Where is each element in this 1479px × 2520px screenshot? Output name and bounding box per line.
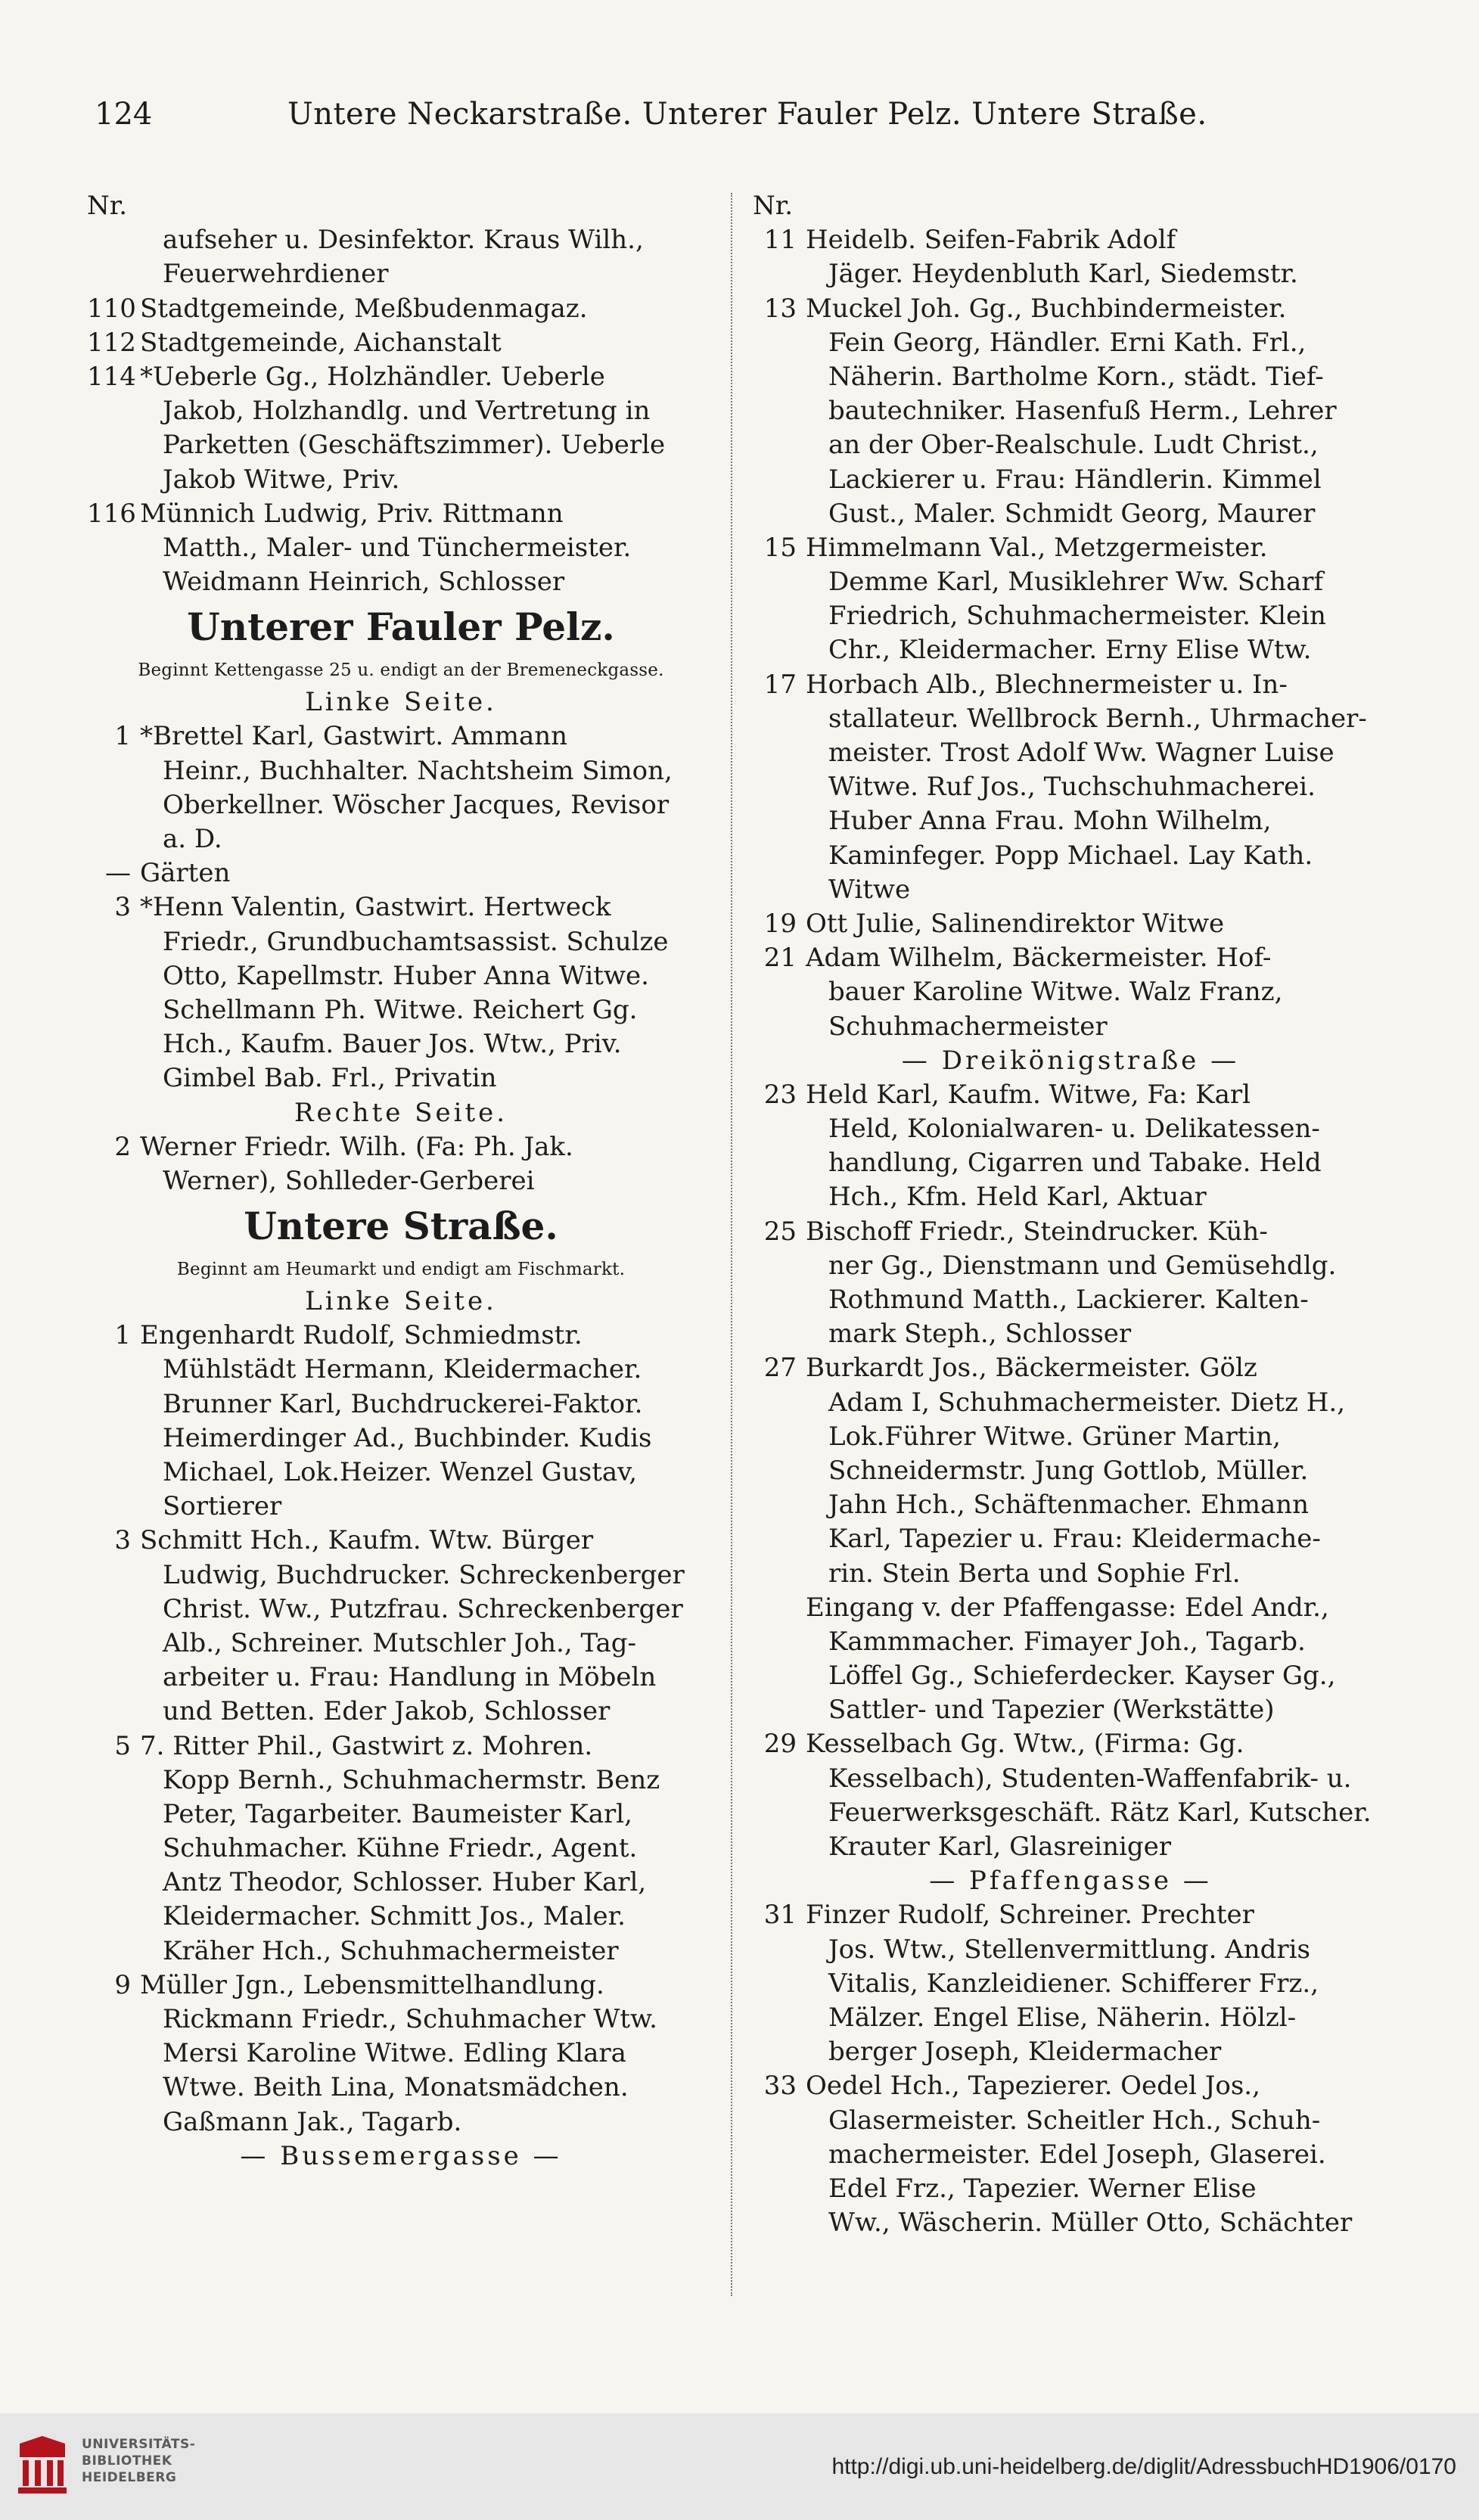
house-number: 31: [763, 1900, 797, 1931]
footer-bar: [0, 2413, 1479, 2520]
library-name: [82, 2436, 195, 2486]
entry-continuation-text: Wtwe. Beith Lina, Monatsmädchen.: [163, 2072, 629, 2103]
list-item-continuation: [753, 497, 1388, 531]
list-item-continuation: [753, 257, 1388, 291]
entry-continuation-text: Adam I, Schuhmachermeister. Dietz H.,: [828, 1387, 1346, 1418]
list-item: [753, 223, 1388, 257]
house-number: 27: [763, 1353, 797, 1384]
side-or-crossing-label: Linke Seite.: [305, 687, 497, 718]
list-item-continuation: [87, 1027, 715, 1061]
entry-continuation-text: Sortierer: [163, 1491, 282, 1522]
entry-continuation-text: Kleidermacher. Schmitt Jos., Maler.: [163, 1901, 626, 1932]
list-item-continuation: [753, 1522, 1388, 1556]
house-number: 29: [763, 1729, 797, 1760]
entry-text: Adam Wilhelm, Bäckermeister. Hof-: [806, 943, 1272, 974]
entry-continuation-text: Krauter Karl, Glasreiniger: [828, 1832, 1171, 1862]
list-item-continuation: [87, 1490, 715, 1524]
list-item-continuation: [753, 1010, 1388, 1044]
street-heading: Untere Straße.: [244, 1204, 558, 1249]
entry-continuation-text: Mersi Karoline Witwe. Edling Klara: [163, 2038, 626, 2069]
list-item-continuation: [87, 1661, 715, 1695]
entry-continuation-text: Otto, Kapellmstr. Huber Anna Witwe.: [163, 960, 649, 991]
right-column: [753, 189, 1388, 2240]
running-head: Untere Neckarstraße. Unterer Fauler Pelz. Untere Straße.: [287, 97, 1207, 132]
list-item: [753, 941, 1388, 975]
list-item-continuation: [753, 2172, 1388, 2206]
entry-continuation-text: Edel Frz., Tapezier. Werner Elise: [828, 2173, 1257, 2204]
list-item-continuation: [753, 326, 1388, 360]
library-name-line: HEIDELBERG: [82, 2470, 177, 2485]
entry-continuation-text: Heimerdinger Ad., Buchbinder. Kudis: [163, 1422, 652, 1453]
entry-continuation-text: Rickmann Friedr., Schuhmacher Wtw.: [163, 2004, 657, 2034]
entry-continuation-text: Lok.Führer Witwe. Grüner Martin,: [828, 1421, 1281, 1452]
list-item-continuation: [753, 394, 1388, 428]
list-item-continuation: [753, 770, 1388, 804]
list-item-continuation: [753, 1420, 1388, 1454]
list-item-continuation: [87, 223, 715, 257]
list-item-continuation: [87, 1456, 715, 1490]
centered-line: [87, 1285, 715, 1319]
entry-continuation-text: Held, Kolonialwaren- u. Delikatessen-: [828, 1114, 1320, 1145]
list-item-continuation: [753, 2206, 1388, 2240]
entry-continuation-text: Alb., Schreiner. Mutschler Joh., Tag-: [163, 1627, 637, 1658]
entry-continuation-text: Friedrich, Schuhmachermeister. Klein: [828, 601, 1326, 632]
side-or-crossing-label: — Pfaffengasse —: [929, 1866, 1212, 1897]
list-item-continuation: [753, 360, 1388, 394]
entry-text: Burkardt Jos., Bäckermeister. Gölz: [806, 1353, 1257, 1384]
entry-text: Himmelmann Val., Metzgermeister.: [806, 532, 1268, 563]
list-item-continuation: [753, 839, 1388, 873]
entry-continuation-text: Huber Anna Frau. Mohn Wilhelm,: [828, 806, 1272, 837]
list-item-continuation: [87, 394, 715, 428]
entry-continuation-text: Parketten (Geschäftszimmer). Ueberle: [163, 430, 666, 461]
list-item-continuation: [87, 1866, 715, 1900]
centered-line: [753, 1044, 1388, 1078]
page-header: [83, 97, 1384, 150]
entry-continuation-text: Feuerwehrdiener: [163, 259, 389, 290]
column-header: [753, 189, 1388, 223]
list-item: [87, 1319, 715, 1353]
list-item: [753, 292, 1388, 326]
list-item-continuation: [87, 428, 715, 462]
entry-continuation-text: Michael, Lok.Heizer. Wenzel Gustav,: [163, 1457, 638, 1487]
list-item-continuation: [753, 736, 1388, 770]
side-or-crossing-label: Linke Seite.: [305, 1286, 497, 1317]
list-item-continuation: [87, 1695, 715, 1729]
street-description: Beginnt Kettengasse 25 u. endigt an der Bremeneckgasse.: [138, 660, 664, 681]
entry-continuation-text: und Betten. Eder Jakob, Schlosser: [163, 1696, 611, 1727]
entry-continuation-text: Lackierer u. Frau: Händlerin. Kimmel: [828, 464, 1322, 495]
house-number: 19: [763, 908, 797, 939]
entry-continuation-text: Gimbel Bab. Frl., Privatin: [163, 1063, 497, 1094]
house-number: 110: [87, 293, 136, 324]
centered-line: [87, 2139, 715, 2174]
house-number: 9: [114, 1969, 131, 2000]
entry-continuation-text: Kaminfeger. Popp Michael. Lay Kath.: [828, 840, 1313, 871]
entry-text: Müller Jgn., Lebensmittelhandlung.: [140, 1969, 604, 2000]
list-item: [753, 907, 1388, 941]
list-item: [753, 531, 1388, 565]
entry-continuation-text: Brunner Karl, Buchdruckerei-Faktor.: [163, 1388, 643, 1419]
entry-continuation-text: bauer Karoline Witwe. Walz Franz,: [828, 977, 1283, 1008]
list-item-continuation: [87, 1164, 715, 1198]
entry-text: Stadtgemeinde, Aichanstalt: [140, 327, 502, 358]
entry-text: Ott Julie, Salinendirektor Witwe: [806, 908, 1225, 939]
street-heading: Unterer Fauler Pelz.: [187, 604, 615, 650]
left-column: [87, 189, 715, 2174]
entry-continuation-text: Schuhmacher. Kühne Friedr., Agent.: [163, 1833, 638, 1864]
list-item-continuation: [753, 2035, 1388, 2069]
entry-continuation-text: rin. Stein Berta und Sophie Frl.: [828, 1558, 1241, 1589]
entry-text: Oedel Hch., Tapezierer. Oedel Jos.,: [806, 2071, 1260, 2102]
list-item-continuation: [753, 1112, 1388, 1146]
list-item: [87, 856, 715, 890]
list-item-continuation: [753, 1317, 1388, 1351]
entry-continuation-text: Kräher Hch., Schuhmachermeister: [163, 1935, 619, 1966]
entry-continuation-text: Vitalis, Kanzleidiener. Schifferer Frz.,: [828, 1968, 1319, 1999]
column-header: [87, 189, 715, 223]
entry-text: 7. Ritter Phil., Gastwirt z. Mohren.: [140, 1730, 593, 1761]
list-item-continuation: [753, 1967, 1388, 2001]
entry-continuation-text: Ww., Wäscherin. Müller Otto, Schächter: [828, 2208, 1353, 2239]
entry-continuation-text: Demme Karl, Musiklehrer Ww. Scharf: [828, 567, 1324, 598]
list-item-continuation: [87, 959, 715, 993]
list-item-continuation: [87, 1592, 715, 1627]
centered-line: [753, 1864, 1388, 1898]
list-item: [753, 668, 1388, 702]
university-library-logo: [15, 2435, 70, 2495]
list-item-continuation: [753, 975, 1388, 1009]
list-item-continuation: [87, 2003, 715, 2037]
house-number: 114: [87, 361, 136, 392]
entry-text: Engenhardt Rudolf, Schmiedmstr.: [140, 1320, 583, 1351]
list-item-continuation: [753, 1454, 1388, 1488]
entry-continuation-text: mark Steph., Schlosser: [828, 1319, 1132, 1350]
list-item-continuation: [753, 1180, 1388, 1214]
house-number: 112: [87, 327, 136, 358]
entry-continuation-text: a. D.: [163, 824, 222, 854]
entry-continuation-text: ner Gg., Dienstmann und Gemüsehdlg.: [828, 1250, 1337, 1281]
side-or-crossing-label: — Dreikönigstraße —: [901, 1045, 1240, 1076]
entry-continuation-text: Glasermeister. Scheitler Hch., Schuh-: [828, 2105, 1321, 2136]
list-item: [87, 1524, 715, 1558]
list-item-continuation: [87, 925, 715, 959]
list-item-continuation: [753, 1283, 1388, 1317]
entry-continuation-text: Karl, Tapezier u. Frau: Kleidermache-: [828, 1524, 1321, 1555]
list-item-continuation: [753, 1557, 1388, 1591]
entry-continuation-text: Mälzer. Engel Elise, Näherin. Hölzl-: [828, 2002, 1297, 2033]
entry-continuation-text: Jakob, Holzhandlg. und Vertretung in: [163, 396, 651, 427]
list-item-continuation: [753, 1625, 1388, 1659]
entry-continuation-text: Oberkellner. Wöscher Jacques, Revisor: [163, 789, 670, 820]
list-item-continuation: [87, 1061, 715, 1095]
list-item: [87, 719, 715, 754]
entry-continuation-text: Mühlstädt Hermann, Kleidermacher.: [163, 1354, 642, 1385]
entry-text: *Henn Valentin, Gastwirt. Hertweck: [140, 892, 611, 923]
list-item-continuation: [87, 1353, 715, 1387]
list-item-continuation: [87, 754, 715, 788]
entry-continuation-text: Friedr., Grundbuchamtsassist. Schulze: [163, 926, 669, 957]
list-item: [87, 1968, 715, 2003]
list-item-continuation: [753, 1762, 1388, 1796]
list-item-continuation: [753, 2138, 1388, 2172]
house-number: 15: [763, 532, 797, 563]
list-item-continuation: [87, 2071, 715, 2105]
entry-continuation-text: Löffel Gg., Schieferdecker. Kayser Gg.,: [828, 1661, 1336, 1692]
side-or-crossing-label: Rechte Seite.: [294, 1097, 508, 1128]
entry-continuation-text: Heinr., Buchhalter. Nachtsheim Simon,: [163, 755, 673, 786]
list-item-continuation: [753, 1591, 1388, 1625]
entry-continuation-text: Ludwig, Buchdrucker. Schreckenberger: [163, 1559, 685, 1590]
entry-continuation-text: Schellmann Ph. Witwe. Reichert Gg.: [163, 994, 638, 1025]
list-item-continuation: [753, 599, 1388, 633]
list-item: [87, 360, 715, 394]
list-item-continuation: [87, 1798, 715, 1832]
list-item-continuation: [753, 1488, 1388, 1522]
entry-continuation-text: bautechniker. Hasenfuß Herm., Lehrer: [828, 396, 1337, 427]
entry-text: Eingang v. der Pfaffengasse: Edel Andr.,: [806, 1592, 1329, 1623]
entry-continuation-text: Schuhmachermeister: [828, 1011, 1108, 1042]
house-number: 17: [763, 669, 797, 700]
house-number: 13: [763, 293, 797, 324]
entry-text: Werner Friedr. Wilh. (Fa: Ph. Jak.: [140, 1131, 573, 1162]
source-url-link[interactable]: http://digi.ub.uni-heidelberg.de/diglit/AdressbuchHD1906/0170: [831, 2454, 1456, 2479]
list-item-continuation: [87, 1832, 715, 1866]
house-number: 11: [763, 225, 797, 256]
centered-line: [87, 685, 715, 719]
library-name-line: BIBLIOTHEK: [82, 2453, 172, 2469]
list-item-continuation: [753, 1933, 1388, 1967]
list-item-continuation: [87, 1934, 715, 1968]
list-item-continuation: [87, 1627, 715, 1661]
entry-text: Schmitt Hch., Kaufm. Wtw. Bürger: [140, 1525, 594, 1556]
entry-text: Horbach Alb., Blechnermeister u. In-: [806, 669, 1288, 700]
entry-continuation-text: stallateur. Wellbrock Bernh., Uhrmacher-: [828, 703, 1367, 734]
entry-continuation-text: Kammmacher. Fimayer Joh., Tagarb.: [828, 1626, 1306, 1657]
entry-continuation-text: berger Joseph, Kleidermacher: [828, 2037, 1222, 2068]
list-item-continuation: [753, 463, 1388, 497]
entry-continuation-text: Christ. Ww., Putzfrau. Schreckenberger: [163, 1593, 683, 1624]
list-item-continuation: [753, 2104, 1388, 2138]
list-item-continuation: [87, 822, 715, 856]
entry-continuation-text: Hch., Kfm. Held Karl, Aktuar: [828, 1182, 1207, 1213]
list-item-continuation: [753, 2001, 1388, 2035]
house-number: 25: [763, 1216, 797, 1247]
entry-continuation-text: Jos. Wtw., Stellenvermittlung. Andris: [828, 1934, 1310, 1965]
entry-continuation-text: Witwe: [828, 874, 911, 905]
entry-text: Münnich Ludwig, Priv. Rittmann: [140, 498, 564, 529]
entry-continuation-text: Matth., Maler- und Tünchermeister.: [163, 532, 632, 563]
house-number: 3: [114, 1525, 131, 1556]
entry-continuation-text: an der Ober-Realschule. Ludt Christ.,: [828, 430, 1319, 461]
entry-continuation-text: machermeister. Edel Joseph, Glaserei.: [828, 2139, 1326, 2170]
house-number: —: [105, 858, 131, 889]
house-number: 23: [763, 1079, 797, 1110]
entry-continuation-text: Antz Theodor, Schlosser. Huber Karl,: [163, 1867, 647, 1898]
list-item-continuation: [753, 1659, 1388, 1693]
list-item: [753, 1898, 1388, 1932]
entry-text: *Brettel Karl, Gastwirt. Ammann: [140, 721, 568, 752]
library-name-line: UNIVERSITÄTS-: [82, 2437, 196, 2452]
entry-text: Stadtgemeinde, Meßbudenmagaz.: [140, 293, 588, 324]
entry-continuation-text: Peter, Tagarbeiter. Baumeister Karl,: [163, 1798, 632, 1829]
list-item: [87, 890, 715, 924]
entry-text: Kesselbach Gg. Wtw., (Firma: Gg.: [806, 1729, 1244, 1760]
list-item-continuation: [87, 2105, 715, 2139]
list-item-continuation: [87, 1387, 715, 1422]
entry-continuation-text: Schneidermstr. Jung Gottlob, Müller.: [828, 1455, 1309, 1486]
street-description: Beginnt am Heumarkt und endigt am Fischmarkt.: [176, 1260, 626, 1280]
list-item: [753, 1078, 1388, 1112]
house-number: 33: [763, 2071, 797, 2102]
house-number: 3: [114, 892, 131, 923]
list-item-continuation: [87, 788, 715, 822]
list-item-continuation: [753, 1386, 1388, 1420]
list-item-continuation: [753, 1693, 1388, 1727]
list-item: [87, 326, 715, 360]
entry-text: *Ueberle Gg., Holzhändler. Ueberle: [140, 361, 605, 392]
house-number: 1: [114, 721, 131, 752]
list-item: [753, 2069, 1388, 2103]
list-item: [87, 1130, 715, 1164]
house-number: 2: [114, 1131, 131, 1162]
house-number: 21: [763, 943, 797, 974]
list-item-continuation: [753, 428, 1388, 462]
entry-continuation-text: Witwe. Ruf Jos., Tuchschuhmacherei.: [828, 772, 1316, 803]
entry-continuation-text: Fein Georg, Händler. Erni Kath. Frl.,: [828, 327, 1307, 358]
list-item-continuation: [753, 565, 1388, 599]
list-item: [87, 497, 715, 531]
list-item-continuation: [753, 1796, 1388, 1830]
column-header-nr: Nr.: [87, 191, 128, 221]
entry-continuation-text: Gaßmann Jak., Tagarb.: [163, 2106, 462, 2137]
list-item: [87, 1729, 715, 1763]
entry-continuation-text: Kopp Bernh., Schuhmachermstr. Benz: [163, 1764, 660, 1795]
entry-text: Muckel Joh. Gg., Buchbindermeister.: [806, 293, 1287, 324]
entry-continuation-text: Jäger. Heydenbluth Karl, Siedemstr.: [828, 259, 1298, 290]
entry-text: Gärten: [140, 858, 231, 889]
list-item: [753, 1727, 1388, 1761]
list-item-continuation: [753, 1146, 1388, 1180]
entry-text: Heidelb. Seifen-Fabrik Adolf: [806, 225, 1176, 256]
side-or-crossing-label: — Bussemergasse —: [240, 2140, 562, 2171]
list-item-continuation: [87, 1558, 715, 1592]
list-item-continuation: [87, 993, 715, 1027]
column-divider: [731, 193, 732, 2296]
entry-continuation-text: meister. Trost Adolf Ww. Wagner Luise: [828, 738, 1335, 768]
list-item-continuation: [753, 1830, 1388, 1864]
entry-continuation-text: Werner), Sohlleder-Gerberei: [163, 1165, 535, 1196]
list-item-continuation: [753, 633, 1388, 667]
entry-continuation-text: Rothmund Matth., Lackierer. Kalten-: [828, 1285, 1309, 1315]
entry-continuation-text: Gust., Maler. Schmidt Georg, Maurer: [828, 498, 1316, 529]
entry-text: Bischoff Friedr., Steindrucker. Küh-: [806, 1216, 1268, 1247]
entry-continuation-text: Weidmann Heinrich, Schlosser: [163, 567, 565, 598]
entry-continuation-text: Jakob Witwe, Priv.: [163, 464, 400, 495]
entry-continuation-text: handlung, Cigarren und Tabake. Held: [828, 1148, 1322, 1179]
entry-continuation-text: Jahn Hch., Schäftenmacher. Ehmann: [828, 1490, 1310, 1521]
entry-continuation-text: Hch., Kaufm. Bauer Jos. Wtw., Priv.: [163, 1029, 622, 1060]
list-item-continuation: [87, 463, 715, 497]
list-item-continuation: [753, 873, 1388, 907]
list-item-continuation: [87, 257, 715, 291]
page-number: 124: [95, 97, 153, 132]
list-item: [753, 1351, 1388, 1385]
entry-continuation-text: Näherin. Bartholme Korn., städt. Tief-: [828, 361, 1324, 392]
house-number: 116: [87, 498, 136, 529]
list-item-continuation: [87, 1900, 715, 1934]
list-item-continuation: [87, 531, 715, 565]
list-item-continuation: [753, 1249, 1388, 1283]
entry-continuation-text: Sattler- und Tapezier (Werkstätte): [828, 1695, 1275, 1726]
column-header-nr: Nr.: [753, 191, 794, 221]
entry-continuation-text: arbeiter u. Frau: Handlung in Möbeln: [163, 1662, 657, 1693]
entry-continuation-text: Feuerwerksgeschäft. Rätz Karl, Kutscher.: [828, 1797, 1372, 1828]
list-item-continuation: [87, 2037, 715, 2071]
list-item: [753, 1215, 1388, 1249]
entry-continuation-text: aufseher u. Desinfektor. Kraus Wilh.,: [163, 225, 644, 256]
house-number: 1: [114, 1320, 131, 1351]
list-item: [87, 292, 715, 326]
list-item-continuation: [753, 804, 1388, 838]
entry-text: Finzer Rudolf, Schreiner. Prechter: [806, 1900, 1254, 1931]
house-number: 5: [114, 1730, 131, 1761]
entry-continuation-text: Chr., Kleidermacher. Erny Elise Wtw.: [828, 635, 1312, 666]
list-item-continuation: [87, 1763, 715, 1798]
entry-continuation-text: Kesselbach), Studenten-Waffenfabrik- u.: [828, 1763, 1352, 1794]
centered-line: [87, 1096, 715, 1130]
entry-text: Held Karl, Kaufm. Witwe, Fa: Karl: [806, 1079, 1251, 1110]
list-item-continuation: [753, 702, 1388, 736]
list-item-continuation: [87, 565, 715, 599]
list-item-continuation: [87, 1422, 715, 1456]
